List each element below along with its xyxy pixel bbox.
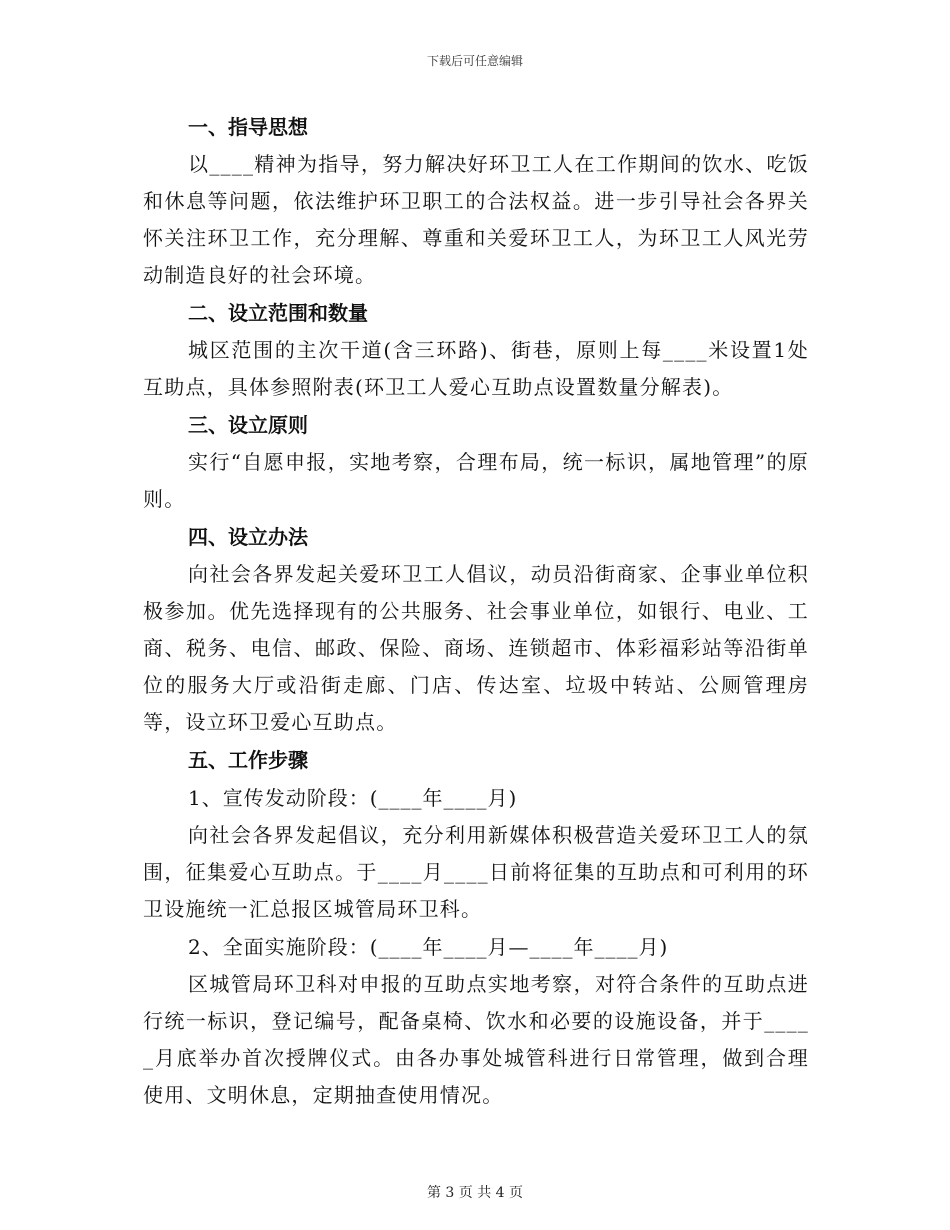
section-paragraph-scope-and-quantity: 城区范围的主次干道(含三环路)、街巷，原则上每____米设置1处互助点，具体参照附表(环卫工人爱心互助点设置数量分解表)。 [143, 338, 809, 399]
step-title-publicity: 1、宣传发动阶段：(____年____月) [188, 786, 518, 810]
section-heading-work-steps: 五、工作步骤 [188, 748, 308, 772]
step-paragraph-implementation: 区城管局环卫科对申报的互助点实地考察，对符合条件的互助点进行统一标识，登记编号，配备桌椅、饮水和必要的设施设备，并于_____月底举办首次授牌仪式。由各办事处城管科进行日常管理，做到合理使用、文明休息，定期抽查使用情况。 [143, 972, 809, 1107]
step-title-implementation: 2、全面实施阶段：(____年____月—____年____月) [188, 935, 669, 959]
section-heading-principles: 三、设立原则 [188, 413, 308, 437]
page-header-note: 下载后可任意编辑 [426, 54, 523, 68]
document-body [143, 108, 809, 1114]
section-heading-guiding-ideology: 一、指导思想 [188, 115, 308, 139]
section-paragraph-principles: 实行“自愿申报，实地考察，合理布局，统一标识，属地管理”的原则。 [143, 450, 809, 511]
page-number-footer: 第 3 页 共 4 页 [426, 1185, 524, 1201]
section-heading-scope-and-quantity: 二、设立范围和数量 [188, 301, 368, 325]
section-paragraph-methods: 向社会各界发起关爱环卫工人倡议，动员沿街商家、企事业单位积极参加。优先选择现有的公共服务、社会事业单位，如银行、电业、工商、税务、电信、邮政、保险、商场、连锁超市、体彩福彩站等沿街单位的服务大厅或沿街走廊、门店、传达室、垃圾中转站、公厕管理房等，设立环卫爱心互助点。 [143, 562, 809, 734]
section-heading-methods: 四、设立办法 [188, 525, 308, 549]
section-paragraph-guiding-ideology: 以____精神为指导，努力解决好环卫工人在工作期间的饮水、吃饭和休息等问题，依法维护环卫职工的合法权益。进一步引导社会各界关怀关注环卫工作，充分理解、尊重和关爱环卫工人，为环卫工人风光劳动制造良好的社会环境。 [143, 152, 809, 287]
step-paragraph-publicity: 向社会各界发起倡议，充分利用新媒体积极营造关爱环卫工人的氛围，征集爱心互助点。于____月____日前将征集的互助点和可利用的环卫设施统一汇总报区城管局环卫科。 [143, 823, 809, 921]
